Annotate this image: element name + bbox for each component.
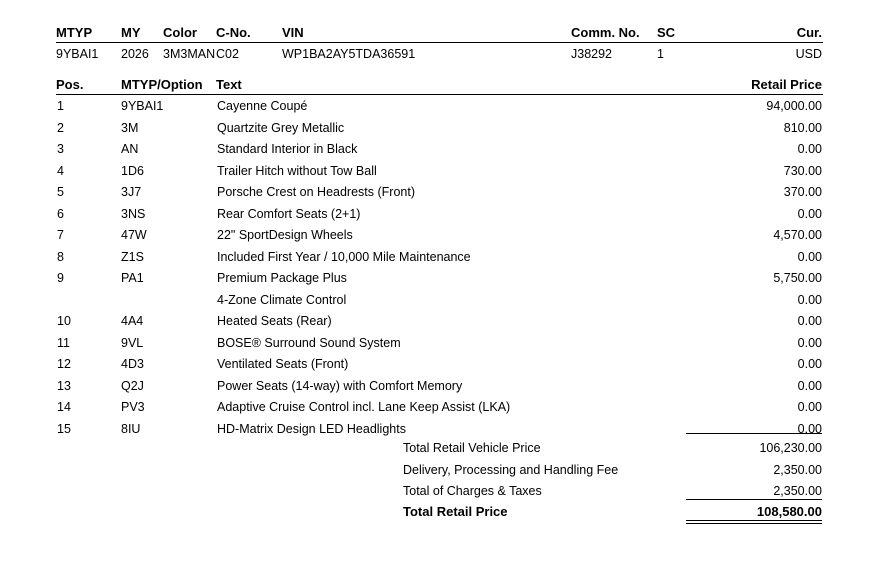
- col-header-price: Retail Price: [751, 77, 822, 92]
- grand-total-double-rule-top: [686, 520, 822, 521]
- row-description: HD-Matrix Design LED Headlights: [217, 422, 406, 436]
- col-header-pos: Pos.: [56, 77, 84, 92]
- col-header-option: MTYP/Option: [121, 77, 203, 92]
- row-price: 0.00: [797, 314, 822, 328]
- row-option-code: 3NS: [121, 207, 146, 221]
- header-value-mtyp: 9YBAI1: [56, 47, 99, 61]
- col-header-text: Text: [216, 77, 242, 92]
- row-pos: 6: [57, 207, 64, 221]
- total-label: Total Retail Vehicle Price: [403, 441, 541, 455]
- header-label-my: MY: [121, 25, 141, 40]
- table-header-divider: [56, 94, 823, 95]
- row-option-code: 8IU: [121, 422, 141, 436]
- row-description: 4-Zone Climate Control: [217, 293, 347, 307]
- subtotal-rule: [686, 433, 822, 434]
- total-value: 106,230.00: [759, 441, 822, 455]
- row-description: Adaptive Cruise Control incl. Lane Keep Assist (LKA): [217, 400, 511, 414]
- row-description: Ventilated Seats (Front): [217, 357, 349, 371]
- row-description: Heated Seats (Rear): [217, 314, 332, 328]
- header-label-mtyp: MTYP: [56, 25, 93, 40]
- row-pos: 11: [57, 336, 70, 350]
- total-label: Delivery, Processing and Handling Fee: [403, 463, 619, 477]
- row-pos: 9: [57, 271, 64, 285]
- row-price: 5,750.00: [773, 271, 822, 285]
- row-description: 22" SportDesign Wheels: [217, 228, 353, 242]
- row-option-code: 4A4: [121, 314, 144, 328]
- row-pos: 14: [57, 400, 71, 414]
- row-option-code: Q2J: [121, 379, 144, 393]
- row-pos: 15: [57, 422, 71, 436]
- row-price: 0.00: [797, 250, 822, 264]
- row-pos: 4: [57, 164, 64, 178]
- header-value-vin: WP1BA2AY5TDA36591: [282, 47, 416, 61]
- row-option-code: Z1S: [121, 250, 144, 264]
- grand-total-label: Total Retail Price: [403, 504, 508, 519]
- row-price: 0.00: [797, 293, 822, 307]
- header-label-color: Color: [163, 25, 197, 40]
- row-option-code: 4D3: [121, 357, 144, 371]
- row-option-code: PA1: [121, 271, 144, 285]
- header-value-currency: USD: [795, 47, 822, 61]
- row-pos: 5: [57, 185, 64, 199]
- row-price: 810.00: [783, 121, 822, 135]
- row-pos: 3: [57, 142, 64, 156]
- row-option-code: 3M: [121, 121, 139, 135]
- row-pos: 12: [57, 357, 71, 371]
- row-price: 0.00: [797, 422, 822, 436]
- row-description: Standard Interior in Black: [217, 142, 358, 156]
- row-price: 0.00: [797, 400, 822, 414]
- row-description: BOSE® Surround Sound System: [217, 336, 401, 350]
- header-value-comm-no: J38292: [571, 47, 613, 61]
- row-description: Rear Comfort Seats (2+1): [217, 207, 361, 221]
- row-price: 0.00: [797, 357, 822, 371]
- header-label-currency: Cur.: [796, 25, 822, 40]
- row-pos: 10: [57, 314, 71, 328]
- row-description: Quartzite Grey Metallic: [217, 121, 345, 135]
- row-pos: 2: [57, 121, 64, 135]
- header-label-vin: VIN: [282, 25, 304, 40]
- row-description: Power Seats (14-way) with Comfort Memory: [217, 379, 463, 393]
- row-option-code: AN: [121, 142, 139, 156]
- row-pos: 7: [57, 228, 64, 242]
- row-option-code: 9YBAI1: [121, 99, 164, 113]
- row-description: Cayenne Coupé: [217, 99, 308, 113]
- header-divider: [56, 42, 823, 43]
- header-value-cno: C02: [216, 47, 239, 61]
- row-price: 94,000.00: [766, 99, 822, 113]
- total-value: 2,350.00: [773, 463, 822, 477]
- header-label-comm-no: Comm. No.: [571, 25, 640, 40]
- row-price: 370.00: [783, 185, 822, 199]
- row-price: 0.00: [797, 336, 822, 350]
- row-price: 4,570.00: [773, 228, 822, 242]
- total-value: 2,350.00: [773, 484, 822, 498]
- row-price: 730.00: [783, 164, 822, 178]
- row-price: 0.00: [797, 207, 822, 221]
- row-description: Premium Package Plus: [217, 271, 347, 285]
- row-option-code: 1D6: [121, 164, 144, 178]
- row-option-code: PV3: [121, 400, 145, 414]
- row-option-code: 9VL: [121, 336, 144, 350]
- row-description: Included First Year / 10,000 Mile Maintenance: [217, 250, 471, 264]
- header-value-sc: 1: [657, 47, 664, 61]
- header-label-cno: C-No.: [216, 25, 251, 40]
- row-pos: 13: [57, 379, 71, 393]
- header-label-sc: SC: [657, 25, 676, 40]
- row-price: 0.00: [797, 142, 822, 156]
- total-label: Total of Charges & Taxes: [403, 484, 542, 498]
- row-description: Porsche Crest on Headrests (Front): [217, 185, 415, 199]
- header-value-my: 2026: [121, 47, 149, 61]
- header-value-color: 3M3MAN: [163, 47, 216, 61]
- row-pos: 1: [57, 99, 64, 113]
- row-option-code: 47W: [121, 228, 147, 242]
- charges-rule: [686, 499, 822, 500]
- row-pos: 8: [57, 250, 64, 264]
- row-option-code: 3J7: [121, 185, 142, 199]
- grand-total-double-rule-bottom: [686, 523, 822, 524]
- grand-total-value: 108,580.00: [756, 504, 822, 519]
- row-price: 0.00: [797, 379, 822, 393]
- row-description: Trailer Hitch without Tow Ball: [217, 164, 377, 178]
